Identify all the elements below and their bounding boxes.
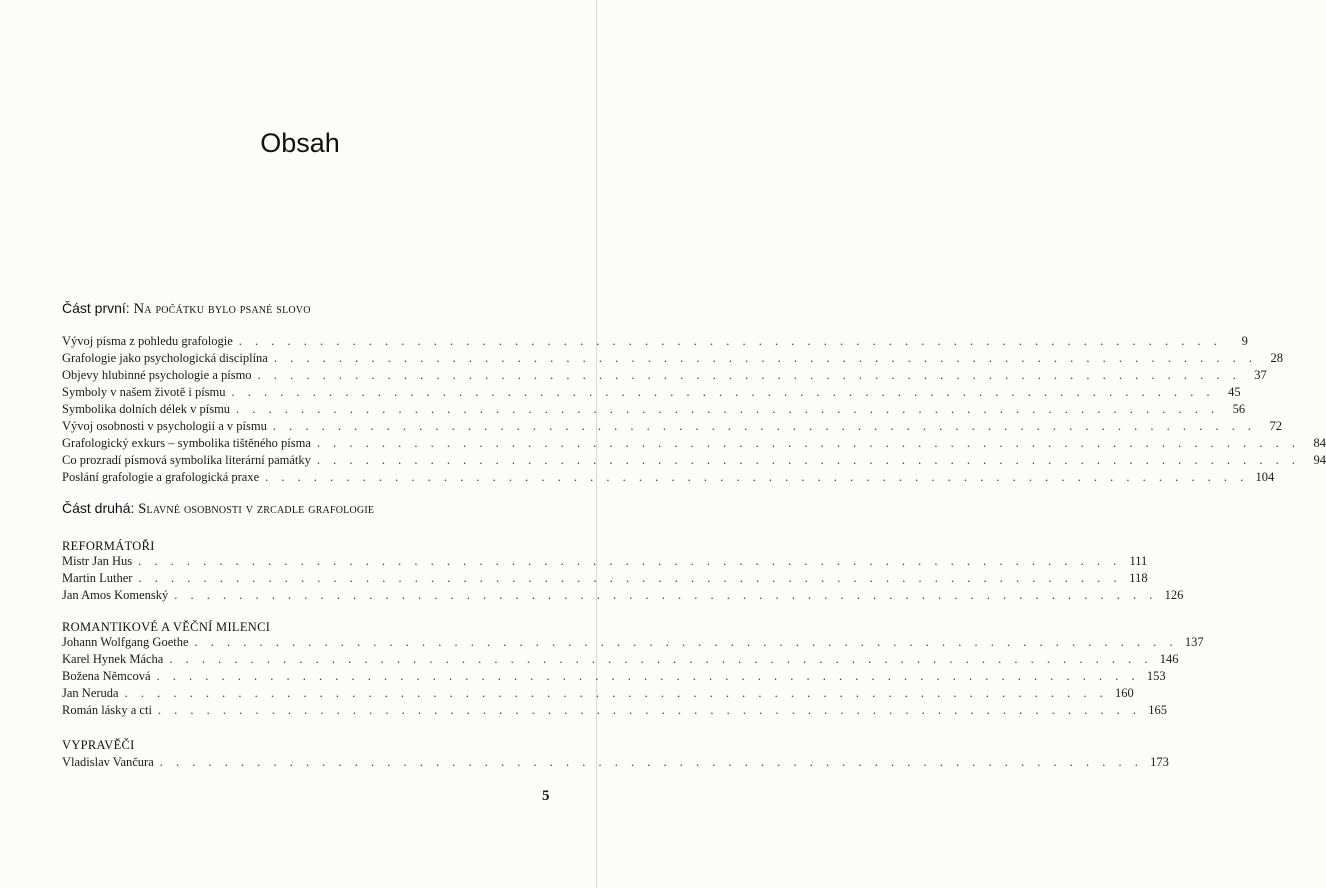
toc-entry[interactable] bbox=[62, 570, 1148, 587]
dot-leader: . . . . . . . . . . . . . . . . . . . . . . . . . . . . . . . . . . . . . . . . . . . . . . . . . . . . . . . . . . . . . bbox=[174, 588, 1158, 602]
part-one-lead: Část první: bbox=[62, 300, 134, 316]
entry-label: Martin Luther bbox=[62, 571, 133, 585]
entry-label: Grafologie jako psychologická disciplína bbox=[62, 351, 268, 365]
entry-page: 165 bbox=[1148, 703, 1168, 717]
dot-leader: . . . . . . . . . . . . . . . . . . . . . . . . . . . . . . . . . . . . . . . . . . . . . . . . . . . . . . . . . . . . . bbox=[236, 402, 1220, 416]
toc-entry[interactable] bbox=[62, 350, 1283, 367]
entry-page: 94 bbox=[1313, 453, 1326, 467]
dot-leader: . . . . . . . . . . . . . . . . . . . . . . . . . . . . . . . . . . . . . . . . . . . . . . . . . . . . . . . . . . . . . bbox=[316, 453, 1301, 467]
entry-label: Grafologický exkurs – symbolika tištěného písma bbox=[62, 436, 311, 450]
dot-leader: . . . . . . . . . . . . . . . . . . . . . . . . . . . . . . . . . . . . . . . . . . . . . . . . . . . . . . . . . . . . . bbox=[156, 669, 1140, 683]
entry-label: Karel Hynek Mácha bbox=[62, 652, 164, 666]
entry-label: Johann Wolfgang Goethe bbox=[62, 635, 189, 649]
section-heading-vypraveci: VYPRAVĚČI bbox=[62, 738, 135, 752]
entry-label: Jan Neruda bbox=[62, 686, 119, 700]
part-two-heading bbox=[62, 500, 374, 518]
toc-entry[interactable] bbox=[62, 452, 1326, 469]
toc-entry[interactable] bbox=[62, 333, 1248, 350]
dot-leader: . . . . . . . . . . . . . . . . . . . . . . . . . . . . . . . . . . . . . . . . . . . . . . . . . . . . . . . . . . . . . bbox=[272, 419, 1256, 433]
toc-entry[interactable] bbox=[62, 702, 1168, 719]
dot-leader: . . . . . . . . . . . . . . . . . . . . . . . . . . . . . . . . . . . . . . . . . . . . . . . . . . . . . . . . . . . . . bbox=[138, 554, 1122, 568]
entry-label: Objevy hlubinné psychologie a písmo bbox=[62, 368, 252, 382]
dot-leader: . . . . . . . . . . . . . . . . . . . . . . . . . . . . . . . . . . . . . . . . . . . . . . . . . . . . . . . . . . . . . bbox=[157, 703, 1142, 717]
dot-leader: . . . . . . . . . . . . . . . . . . . . . . . . . . . . . . . . . . . . . . . . . . . . . . . . . . . . . . . . . . . . . bbox=[265, 470, 1249, 484]
toc-entry[interactable] bbox=[62, 634, 1204, 651]
toc-entry[interactable] bbox=[62, 651, 1179, 668]
entry-label: Vývoj písma z pohledu grafologie bbox=[62, 334, 233, 348]
toc-entry[interactable] bbox=[62, 367, 1267, 384]
entry-label: Symboly v našem životě i písmu bbox=[62, 385, 226, 399]
dot-leader: . . . . . . . . . . . . . . . . . . . . . . . . . . . . . . . . . . . . . . . . . . . . . . . . . . . . . . . . . . . . . bbox=[194, 635, 1178, 649]
dot-leader: . . . . . . . . . . . . . . . . . . . . . . . . . . . . . . . . . . . . . . . . . . . . . . . . . . . . . . . . . . . . . bbox=[231, 385, 1215, 399]
toc-entry[interactable] bbox=[62, 553, 1148, 570]
page-number: 5 bbox=[542, 788, 550, 804]
entry-page: 84 bbox=[1313, 436, 1326, 450]
toc-entry[interactable] bbox=[62, 435, 1326, 452]
dot-leader: . . . . . . . . . . . . . . . . . . . . . . . . . . . . . . . . . . . . . . . . . . . . . . . . . . . . . . . . . . . . . bbox=[124, 686, 1108, 700]
entry-page: 160 bbox=[1114, 686, 1134, 700]
toc-entry[interactable] bbox=[62, 754, 1169, 771]
dot-leader: . . . . . . . . . . . . . . . . . . . . . . . . . . . . . . . . . . . . . . . . . . . . . . . . . . . . . . . . . . . . . bbox=[169, 652, 1153, 666]
toc-entry[interactable] bbox=[62, 384, 1241, 401]
dot-leader: . . . . . . . . . . . . . . . . . . . . . . . . . . . . . . . . . . . . . . . . . . . . . . . . . . . . . . . . . . . . . bbox=[238, 334, 1222, 348]
dot-leader: . . . . . . . . . . . . . . . . . . . . . . . . . . . . . . . . . . . . . . . . . . . . . . . . . . . . . . . . . . . . . bbox=[257, 368, 1241, 382]
dot-leader: . . . . . . . . . . . . . . . . . . . . . . . . . . . . . . . . . . . . . . . . . . . . . . . . . . . . . . . . . . . . . bbox=[159, 755, 1143, 769]
entry-page: 153 bbox=[1146, 669, 1166, 683]
part-two-lead: Část druhá: bbox=[62, 500, 139, 516]
part-two-title: Slavné osobnosti v zrcadle grafologie bbox=[138, 501, 375, 517]
entry-page: 56 bbox=[1232, 402, 1246, 416]
entry-page: 104 bbox=[1255, 470, 1275, 484]
entry-label: Božena Němcová bbox=[62, 669, 151, 683]
toc-entry[interactable] bbox=[62, 418, 1282, 435]
entry-page: 9 bbox=[1241, 334, 1248, 348]
dot-leader: . . . . . . . . . . . . . . . . . . . . . . . . . . . . . . . . . . . . . . . . . . . . . . . . . . . . . . . . . . . . . bbox=[138, 571, 1122, 585]
entry-page: 126 bbox=[1164, 588, 1184, 602]
dot-leader: . . . . . . . . . . . . . . . . . . . . . . . . . . . . . . . . . . . . . . . . . . . . . . . . . . . . . . . . . . . . . bbox=[273, 351, 1257, 365]
toc-entry[interactable] bbox=[62, 469, 1275, 486]
entry-label: Jan Amos Komenský bbox=[62, 588, 169, 602]
entry-page: 28 bbox=[1270, 351, 1283, 365]
toc-entry[interactable] bbox=[62, 587, 1184, 604]
part-one-title: Na počátku bylo psané slovo bbox=[133, 301, 311, 317]
dot-leader: . . . . . . . . . . . . . . . . . . . . . . . . . . . . . . . . . . . . . . . . . . . . . . . . . . . . . . . . . . . . . bbox=[316, 436, 1301, 450]
entry-label: Mistr Jan Hus bbox=[62, 554, 133, 568]
entry-label: Poslání grafologie a grafologická praxe bbox=[62, 470, 260, 484]
entry-label: Vladislav Vančura bbox=[62, 755, 154, 769]
entry-page: 118 bbox=[1129, 571, 1148, 585]
toc-entry[interactable] bbox=[62, 668, 1166, 685]
entry-page: 72 bbox=[1269, 419, 1282, 433]
entry-page: 37 bbox=[1254, 368, 1267, 382]
section-heading-romantikove: ROMANTIKOVÉ A VĚČNÍ MILENCI bbox=[62, 620, 271, 634]
entry-page: 111 bbox=[1129, 554, 1148, 568]
entry-label: Vývoj osobnosti v psychologii a v písmu bbox=[62, 419, 267, 433]
entry-label: Román lásky a cti bbox=[62, 703, 152, 717]
entry-label: Symbolika dolních délek v písmu bbox=[62, 402, 231, 416]
entry-page: 146 bbox=[1159, 652, 1179, 666]
entry-page: 45 bbox=[1228, 385, 1241, 399]
part-one-heading bbox=[62, 300, 311, 318]
entry-label: Co prozradí písmová symbolika literární památky bbox=[62, 453, 311, 467]
toc-entry[interactable] bbox=[62, 685, 1134, 702]
entry-page: 137 bbox=[1184, 635, 1204, 649]
section-heading-reformatori: REFORMÁTOŘI bbox=[62, 539, 155, 553]
entry-page: 173 bbox=[1150, 755, 1169, 769]
page-title: Obsah bbox=[260, 128, 340, 158]
toc-entry[interactable] bbox=[62, 401, 1246, 418]
